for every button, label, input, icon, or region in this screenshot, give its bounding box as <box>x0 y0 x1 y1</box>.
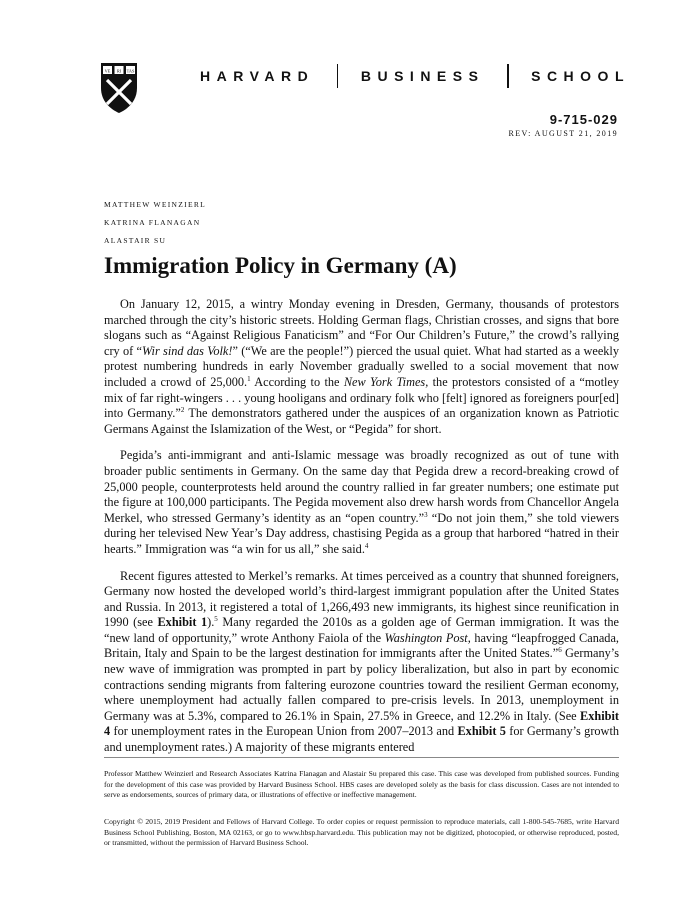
document-number: 9-715-029 <box>549 112 618 127</box>
paragraph-3: Recent figures attested to Merkel’s remarks. At times perceived as a country that shunned foreigners, Germany now hosted the developed world’s third-largest immigrant population after the United States and Russia. In 2013, it registered a total of 1,266,493 new immigrants, its highest since reunification in 1990 (see Exhibit 1).$^5$ Many regarded the 2010s as a golden age of German immigration. It was the “new land of opportunity,” wrote Anthony Faiola of the Washington Post, having “leapfrogged Canada, Britain, Italy and Spain to be the largest destination for immigrants after the United States.”$^6$ Germany’s new wave of immigration was prompted in part by policy liberalization, but also in part by economic contractions sending migrants from faltering eurozone countries toward the resilient German economy, where unemployment had actually fallen compared to pre-crisis levels. In 2013, unemployment in Germany was at 5.3%, compared to 26.1% in Spain, 27.5% in Greece, and 12.2% in Italy. (See Exhibit 4 for unemployment rates in the European Union from 2007–2013 and Exhibit 5 for Germany’s growth and unemployment rates.) A majority of these migrants entered <box>104 568 620 755</box>
header-word-business: BUSINESS <box>360 68 485 84</box>
exhibit-reference: Exhibit 1 <box>157 615 208 630</box>
shield-letters-3: TAS <box>126 68 135 74</box>
copyright-note: Copyright © 2015, 2019 President and Fellows of Harvard College. To order copies or request permission to reproduce materials, call 1-800-545-7685, write Harvard Business School Publishing, Boston, MA 02163, or go to www.hbsp.harvard.edu. This publication may not be digitized, photocopied, or otherwise reproduced, posted, or transmitted, without the permission of Harvard Business School. <box>104 817 619 848</box>
paragraph-1: On January 12, 2015, a wintry Monday evening in Dresden, Germany, thousands of protestors marched through the city’s historic streets. Holding German flags, Christian crosses, and signs that bore slogans such as “Against Religious Fanaticism” and “For Our Children’s Future,” the crowd’s rallying cry of “Wir sind das Volk!” (“We are the people!”) pierced the usual quiet. What had started as a weekly protest numbering hundreds in early November gradually swelled to a social movement that now included a crowd of 25,000.$^1$ According to the New York Times, the protestors consisted of a “motley mix of far right-wingers . . . young hooligans and ordinary folk who [felt] ignored as foreigners pour[ed] into Germany.”$^2$ The demonstrators gathered under the auspices of an organization known as Patriotic Germans Against the Islamization of the West, or “Pegida” for short. <box>104 297 620 436</box>
footnote-ref: 3 <box>424 510 428 519</box>
footnote-ref: 6 <box>558 646 562 655</box>
author-list <box>104 196 206 250</box>
header-word-school: SCHOOL <box>531 68 630 84</box>
paragraph-2: Pegida’s anti-immigrant and anti-Islamic message was broadly recognized as out of tune with broader public sentiments in Germany. On the same day that Pegida drew a record-breaking crowd of 25,000 people, counterprotests held around the country rallied in far greater numbers; one estimate put the figure at 100,000 participants. The Pegida movement also drew harsh words from Chancellor Angela Merkel, who stressed Germany’s identity as an “open country.”$^3$ “Do not join them,” she told viewers during her televised New Year’s Day address, chastising Pegida as a group that harbored “hatred in their hearts.” Immigration was “a win for us all,” she said.$^4$ <box>104 448 619 556</box>
preparation-note: Professor Matthew Weinzierl and Research Associates Katrina Flanagan and Alastair Su prepared this case. This case was developed from published sources. Funding for the development of this case was provided by Harvard Business School. HBS cases are developed solely as the basis for class discussion. Cases are not intended to serve as endorsements, sources of primary data, or illustrations of effective or ineffective management. <box>104 769 619 800</box>
footnote-ref: 5 <box>214 615 218 624</box>
author-name: KATRINA FLANAGAN <box>104 218 201 227</box>
shield-letters-1: VE <box>104 68 111 74</box>
school-header <box>200 64 630 88</box>
header-divider <box>507 64 509 88</box>
author-name: ALASTAIR SU <box>104 236 167 245</box>
shield-letters-2: RI <box>116 68 122 74</box>
footnote-ref: 1 <box>247 374 251 383</box>
header-word-harvard: HARVARD <box>200 68 315 84</box>
revision-date: REV: AUGUST 21, 2019 <box>508 129 618 138</box>
footer-divider <box>104 757 619 758</box>
footnote-ref: 4 <box>364 541 369 550</box>
author-name: MATTHEW WEINZIERL <box>104 200 207 209</box>
case-body <box>104 297 619 767</box>
exhibit-reference: Exhibit 4 <box>104 708 619 739</box>
exhibit-reference: Exhibit 5 <box>457 724 506 739</box>
header-divider <box>337 64 339 88</box>
case-title: Immigration Policy in Germany (A) <box>104 253 457 278</box>
footnote-ref: 2 <box>180 406 185 415</box>
harvard-shield-logo <box>100 62 138 114</box>
